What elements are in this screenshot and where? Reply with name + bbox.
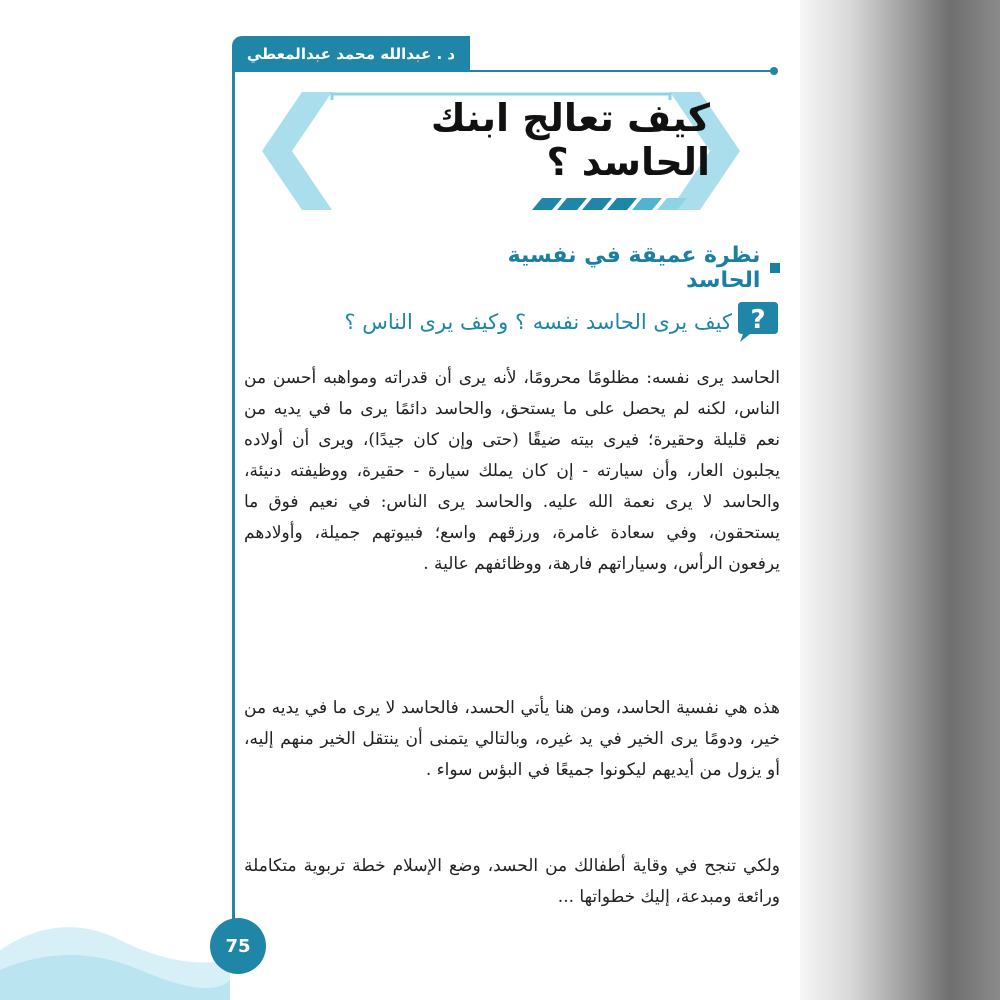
header-rule — [232, 70, 772, 72]
header-rule-dot — [770, 67, 778, 75]
paragraph-3: ولكي تنجح في وقاية أطفالك من الحسد، وضع الإسلام خطة تربوية متكاملة ورائعة ومبدعة، إليك خطواتها ... — [244, 856, 780, 907]
title-stripe-1 — [532, 198, 562, 210]
title-stripe-2 — [557, 198, 587, 210]
title-stripe-3 — [582, 198, 612, 210]
page-title: كيف تعالج ابنك الحاسد ؟ — [430, 96, 710, 184]
paragraph-1: الحاسد يرى نفسه: مظلومًا محرومًا، لأنه يرى أن قدراته ومواهبه أحسن من الناس، لكنه لم يحصل على ما يستحق، والحاسد دائمًا يرى ما في يديه من نعم قليلة وحقيرة؛ فيرى بيته ضيقًا (حتى وإن كان جيدًا)، ويرى أن أولاده يجلبون العار، وأن سيارته - إن كان يملك سيارة - حقيرة، ووظيفته دنيئة، والحاسد لا يرى نعمة الله عليه. والحاسد يرى الناس: في نعيم فوق ما يستحقون، وفي سعادة غامرة، ورزقهم واسع؛ فبيوتهم جميلة، وأولادهم يرفعون الرأس، وسياراتهم فارهة، ووظائفهم عالية . — [244, 368, 780, 574]
book-spine-shadow — [800, 0, 1000, 1000]
author-name: د . عبدالله محمد عبدالمعطي — [246, 45, 456, 63]
svg-text:?: ? — [750, 305, 766, 335]
section-bullet-icon — [770, 263, 780, 273]
question-subheading: كيف يرى الحاسد نفسه ؟ وكيف يرى الناس ؟ — [344, 310, 732, 334]
page-number-badge — [210, 918, 266, 974]
margin-rule — [232, 70, 235, 970]
section-heading-text: نظرة عميقة في نفسية الحاسد — [507, 243, 761, 293]
title-stripe-5 — [632, 198, 662, 210]
title-stripe-4 — [607, 198, 637, 210]
corner-wave-decoration — [0, 830, 230, 1000]
paragraph-2: هذه هي نفسية الحاسد، ومن هنا يأتي الحسد، فالحاسد لا يرى ما في يديه من خير، ودومًا يرى الخير في يد غيره، وبالتالي يتمنى أن ينتقل الخير منهم إليه، أو يزول من أيديهم ليكونوا جميعًا في البؤس سواء . — [244, 698, 780, 780]
page-number: 75 — [225, 935, 251, 957]
author-header-tab — [232, 36, 470, 72]
section-heading — [440, 243, 780, 293]
question-bubble-icon — [734, 300, 780, 344]
